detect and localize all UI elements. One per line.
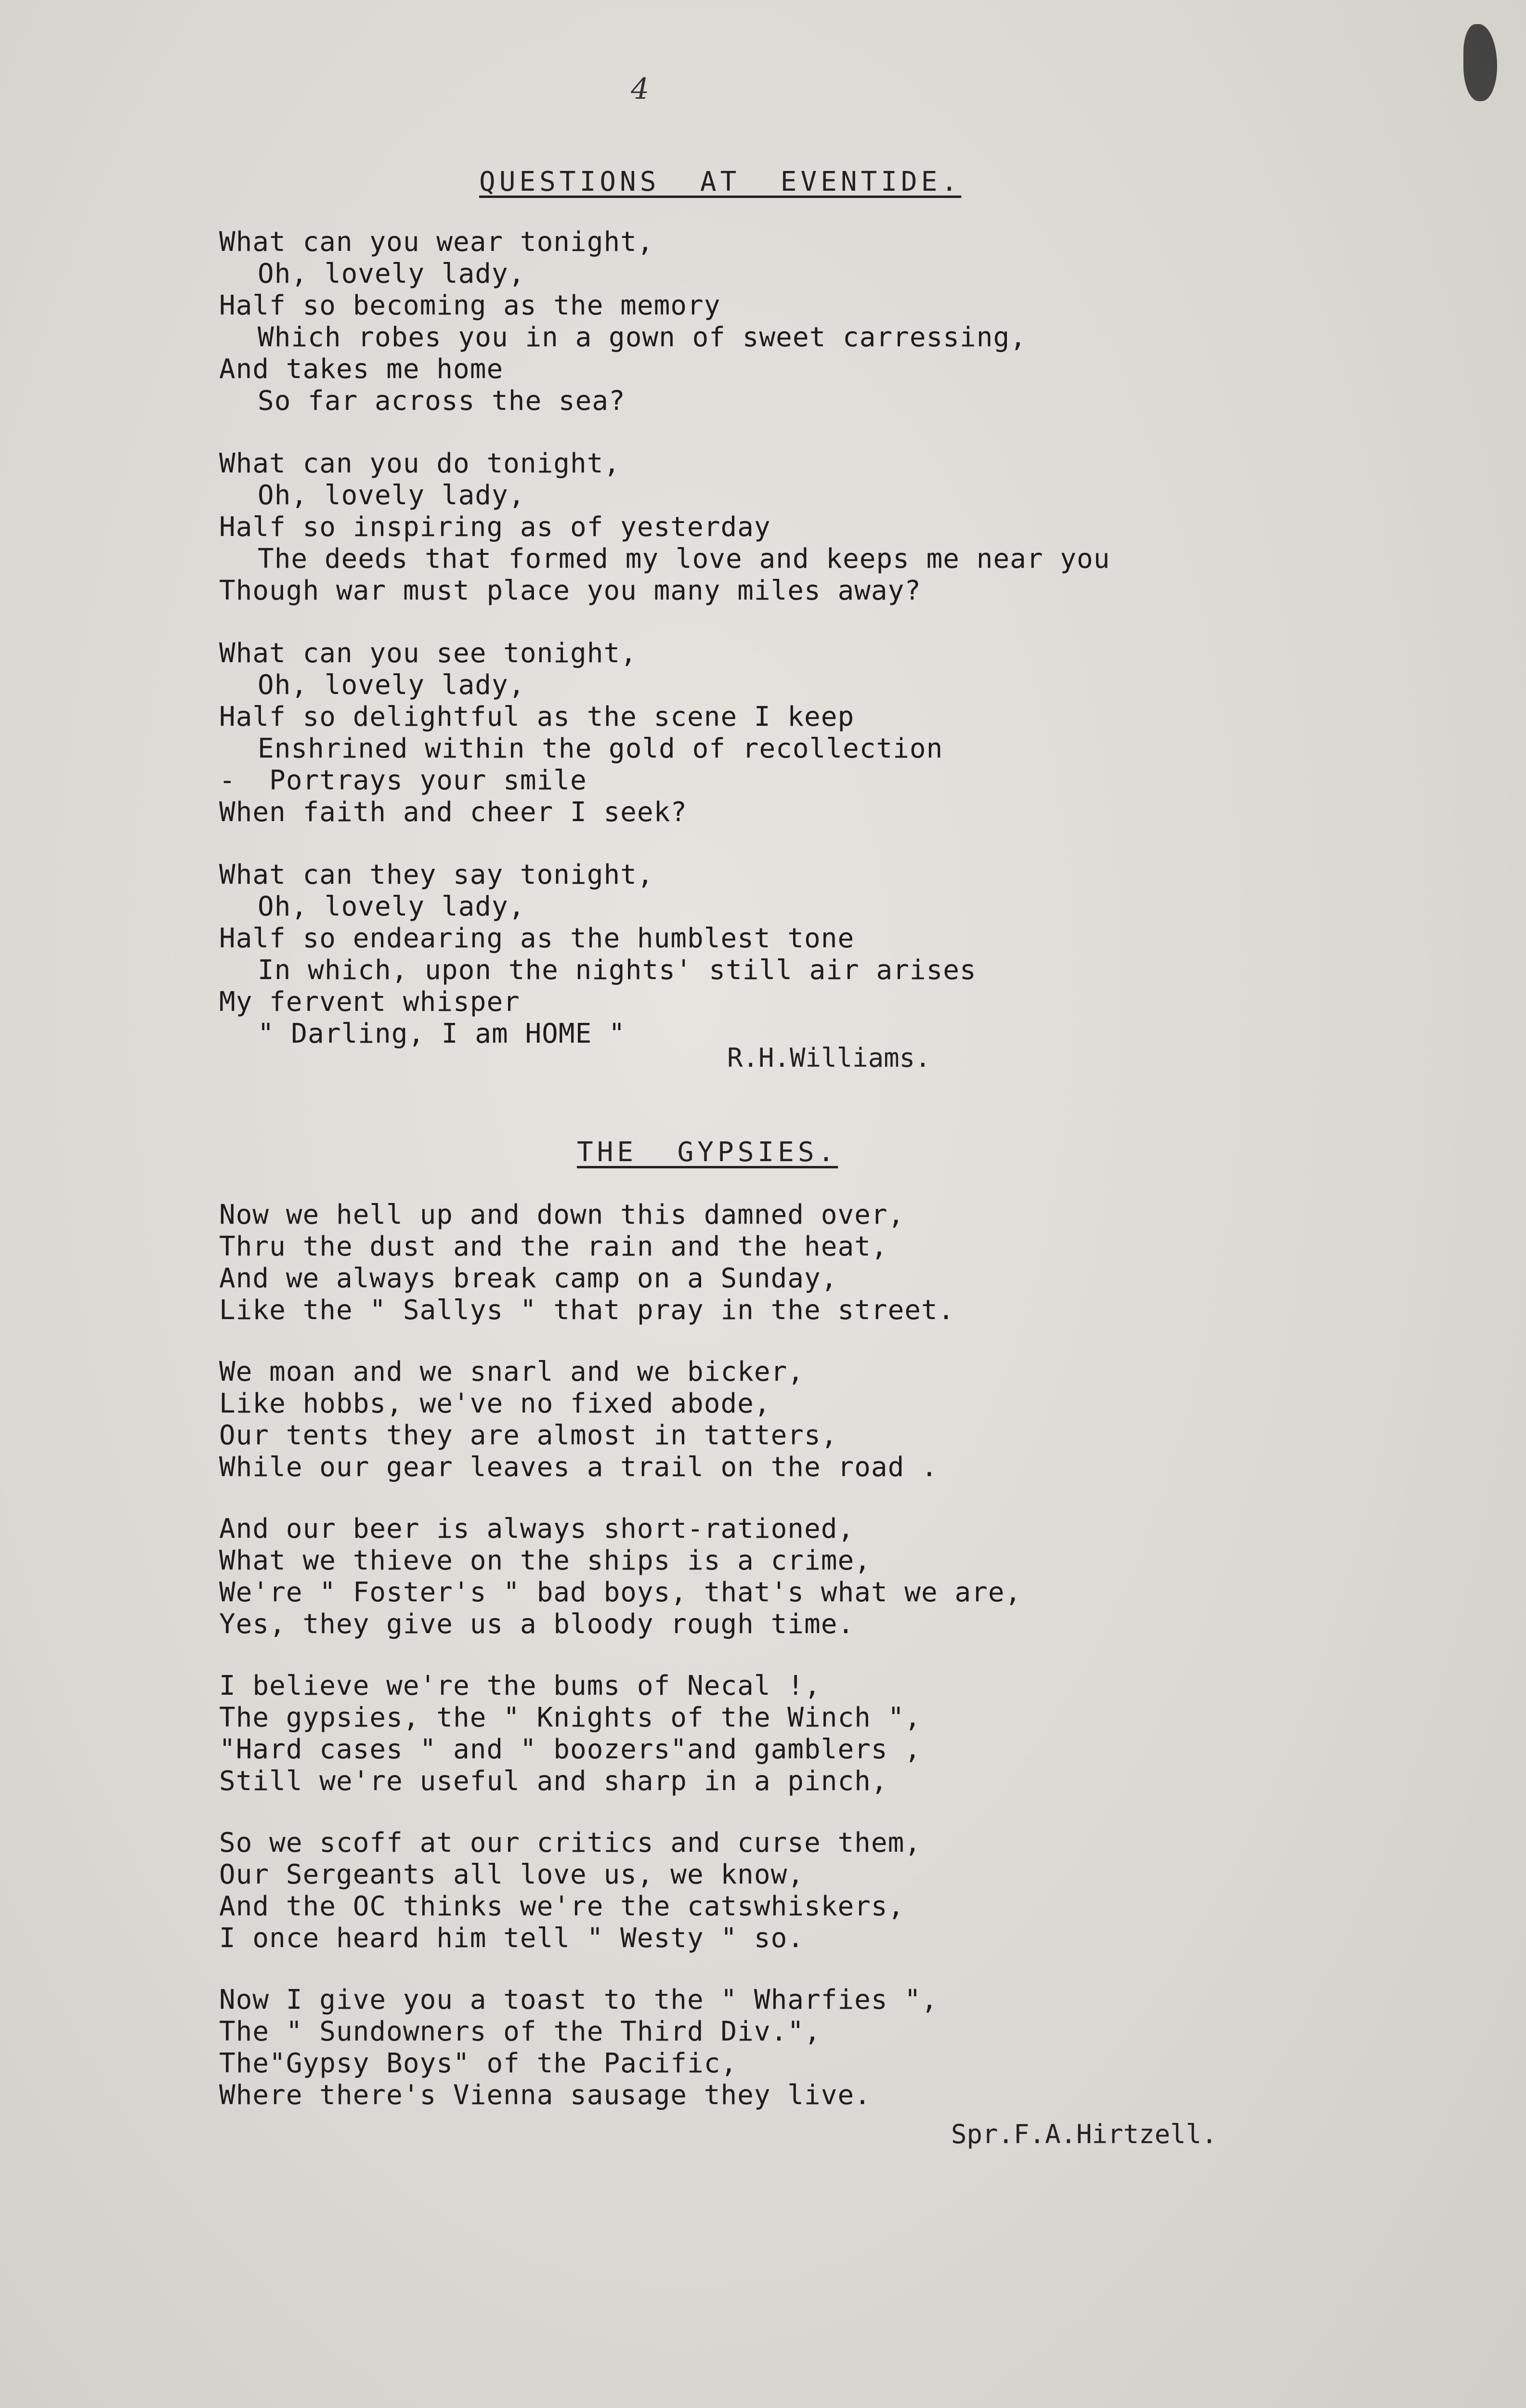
poem-line: Half so inspiring as of yesterday <box>219 511 771 543</box>
stanza <box>219 1670 921 1797</box>
poem-line: "Hard cases " and " boozers"and gamblers , <box>219 1734 922 1765</box>
poem-author-williams: R.H.Williams. <box>727 1043 931 1073</box>
poem-line: And our beer is always short-rationed, <box>219 1513 855 1544</box>
poem-line: The " Sundowners of the Third Div.", <box>219 2016 821 2047</box>
poem-line: I believe we're the bums of Necal !, <box>219 1670 821 1701</box>
poem-line: Half so delightful as the scene I keep <box>219 701 855 733</box>
poem-line: So we scoff at our critics and curse them, <box>219 1827 922 1858</box>
poem-line: Oh, lovely lady, <box>258 258 525 289</box>
poem-line: What we thieve on the ships is a crime, <box>219 1545 871 1576</box>
poem-line: Enshrined within the gold of recollection <box>258 733 943 764</box>
stanza <box>219 638 943 828</box>
poem-line: What can you do tonight, <box>219 448 621 479</box>
poem-line: " Darling, I am HOME " <box>258 1018 626 1049</box>
poem-line: And the OC thinks we're the catswhiskers, <box>219 1891 905 1922</box>
poem-line: Which robes you in a gown of sweet carressing, <box>258 322 1027 353</box>
poem-line: Half so becoming as the memory <box>219 290 721 321</box>
poem-line: Like the " Sallys " that pray in the street. <box>219 1295 955 1326</box>
poem-line: Where there's Vienna sausage they live. <box>219 2080 871 2111</box>
poem-line: We moan and we snarl and we bicker, <box>219 1356 805 1387</box>
stanza <box>219 1513 1021 1640</box>
poem-line: So far across the sea? <box>258 385 626 417</box>
poem-line: Now we hell up and down this damned over, <box>219 1199 905 1230</box>
poem-line: What can they say tonight, <box>219 859 654 890</box>
poem-line: While our gear leaves a trail on the road . <box>219 1452 938 1483</box>
poem-line: The deeds that formed my love and keeps me near you <box>258 543 1110 575</box>
poem-line: Our tents they are almost in tatters, <box>219 1420 838 1451</box>
poem-line: I once heard him tell " Westy " so. <box>219 1923 805 1954</box>
poem-line: In which, upon the nights' still air arises <box>258 955 977 986</box>
poem-line: What can you see tonight, <box>219 638 637 669</box>
poem-line: My fervent whisper <box>219 986 520 1018</box>
poem-line: What can you wear tonight, <box>219 226 654 258</box>
poem-line: Oh, lovely lady, <box>258 480 525 511</box>
poem-line: We're " Foster's " bad boys, that's what we are, <box>219 1577 1022 1608</box>
stanza <box>219 1827 921 1954</box>
poem-line: And we always break camp on a Sunday, <box>219 1263 838 1294</box>
poem-line: - Portrays your smile <box>219 765 587 796</box>
poem-line: Still we're useful and sharp in a pinch, <box>219 1766 888 1797</box>
poem-line: Like hobbs, we've no fixed abode, <box>219 1388 771 1419</box>
poem-line: Oh, lovely lady, <box>258 669 525 701</box>
page-number: 4 <box>631 72 650 106</box>
poem-line: Thru the dust and the rain and the heat, <box>219 1231 888 1262</box>
poem-line: The"Gypsy Boys" of the Pacific, <box>219 2048 738 2079</box>
poem-line: And takes me home <box>219 353 504 385</box>
poem-line: Our Sergeants all love us, we know, <box>219 1859 805 1890</box>
poem-line: Now I give you a toast to the " Wharfies ", <box>219 1984 938 2015</box>
stanza <box>219 1199 954 1326</box>
poem-line: Though war must place you many miles away? <box>219 575 922 606</box>
poem-title-questions-at-eventide: QUESTIONS AT EVENTIDE. <box>479 166 962 197</box>
stanza <box>219 859 977 1050</box>
poem-line: Half so endearing as the humblest tone <box>219 923 855 954</box>
poem-line: Oh, lovely lady, <box>258 891 525 922</box>
poem-line: Yes, they give us a bloody rough time. <box>219 1609 855 1640</box>
stanza <box>219 1984 938 2111</box>
stanza <box>219 226 1027 417</box>
torn-corner-mark <box>1463 24 1497 101</box>
poem-title-the-gypsies: THE GYPSIES. <box>577 1137 838 1168</box>
poem-line: The gypsies, the " Knights of the Winch ", <box>219 1702 922 1733</box>
stanza <box>219 448 1110 607</box>
poem-author-hirtzell: Spr.F.A.Hirtzell. <box>951 2119 1217 2149</box>
poem-line: When faith and cheer I seek? <box>219 797 688 828</box>
stanza <box>219 1356 938 1483</box>
